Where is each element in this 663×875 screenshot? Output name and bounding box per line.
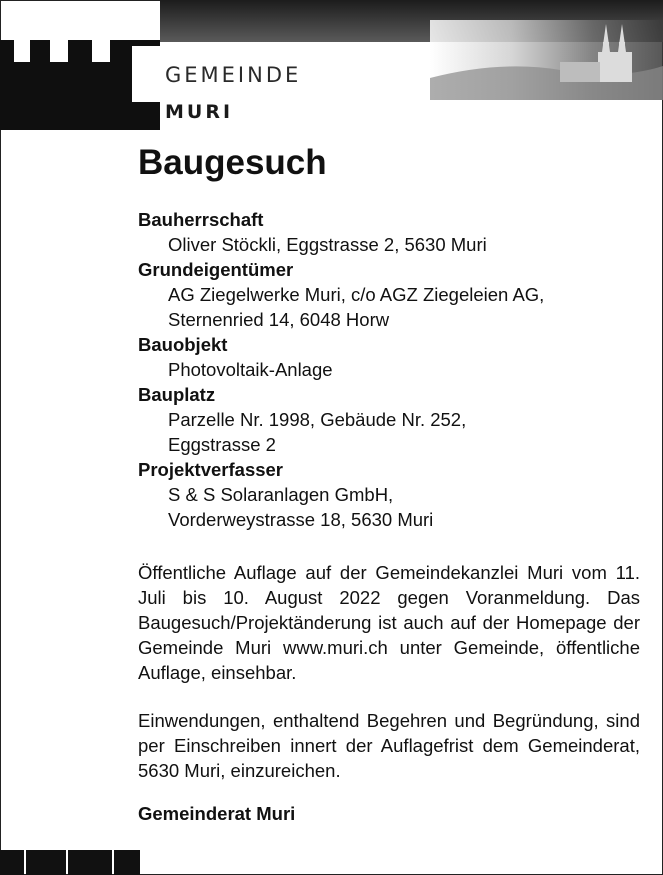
field-label: Grundeigentümer xyxy=(138,259,294,280)
field-bauobjekt xyxy=(138,332,638,382)
brand-name-line1: GEMEINDE xyxy=(165,63,302,87)
field-value: Photovoltaik-Anlage xyxy=(168,359,333,380)
field-label: Bauherrschaft xyxy=(138,209,264,230)
signature: Gemeinderat Muri xyxy=(138,803,296,824)
header-banner xyxy=(0,0,663,130)
muri-logo-graphic xyxy=(0,0,663,130)
field-value: AG Ziegelwerke Muri, c/o AGZ Ziegeleien AG, xyxy=(168,284,545,305)
field-bauherrschaft xyxy=(138,207,638,257)
field-value: Parzelle Nr. 1998, Gebäude Nr. 252, xyxy=(168,409,467,430)
brand-name-line2: MURI xyxy=(165,101,234,123)
objection-paragraph: Einwendungen, enthaltend Begehren und Begründung, sind per Einschreiben innert der Auflagefrist dem Gemeinderat, 5630 Muri, einzureichen. xyxy=(138,710,640,781)
footer-block xyxy=(68,850,112,875)
footer-block xyxy=(0,850,24,875)
field-label: Bauobjekt xyxy=(138,334,228,355)
field-projektverfasser xyxy=(138,457,638,532)
footer-block xyxy=(26,850,66,875)
notice-fields xyxy=(138,207,638,532)
footer-battlement xyxy=(0,850,145,875)
notice-title: Baugesuch xyxy=(138,143,327,182)
footer-block xyxy=(114,850,140,875)
field-label: Bauplatz xyxy=(138,384,216,405)
field-label: Projektverfasser xyxy=(138,459,284,480)
field-value: Sternenried 14, 6048 Horw xyxy=(168,309,390,330)
field-value: Eggstrasse 2 xyxy=(168,434,276,455)
field-value: Oliver Stöckli, Eggstrasse 2, 5630 Muri xyxy=(168,234,487,255)
field-value: S & S Solaranlagen GmbH, xyxy=(168,484,394,505)
field-value: Vorderweystrasse 18, 5630 Muri xyxy=(168,509,434,530)
public-display-paragraph: Öffentliche Auflage auf der Gemeindekanzlei Muri vom 11. Juli bis 10. August 2022 gegen Voranmeldung. Das Baugesuch/Projektänderung ist auch auf der Homepage der Gemeinde Muri www.muri.ch unter Gemeinde, öffentliche Auflage, einsehbar. xyxy=(138,562,640,683)
field-grundeigentuemer xyxy=(138,257,638,332)
field-bauplatz xyxy=(138,382,638,457)
